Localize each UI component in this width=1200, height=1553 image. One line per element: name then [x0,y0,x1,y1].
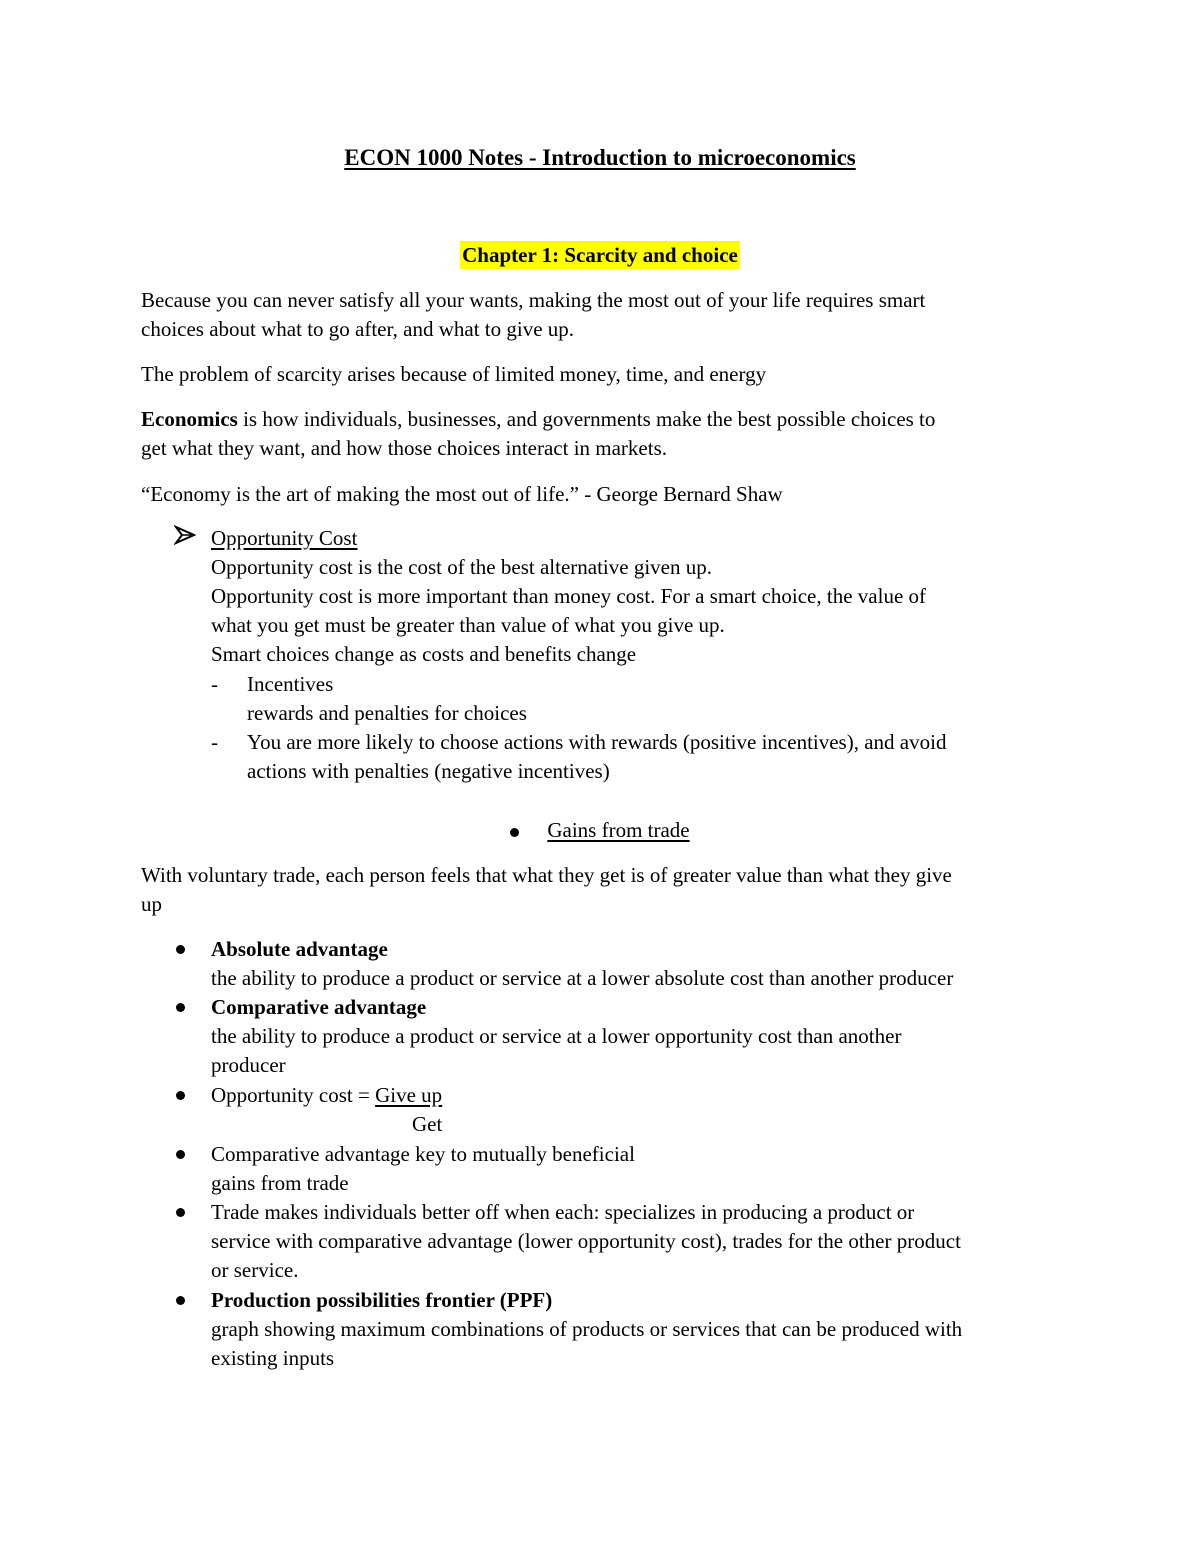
incentives-explanation-line: You are more likely to choose actions with rewards (positive incentives), and avoid [247,730,947,754]
trade-benefit-line: Trade makes individuals better off when each: specializes in producing a product or [211,1200,915,1224]
formula-numerator: Give up [375,1083,443,1107]
opportunity-cost-line: Opportunity cost is more important than money cost. For a smart choice, the value of [211,584,927,608]
arrow-bullet-icon [174,525,196,545]
gains-from-trade-heading: Gains from trade [0,816,1200,845]
incentives-heading: Incentives [247,672,334,696]
opportunity-cost-line: Opportunity cost is the cost of the best alternative given up. [211,555,712,579]
bullet-dot-icon [510,828,519,837]
comparative-advantage-heading: Comparative advantage [211,995,427,1019]
opportunity-cost-line: what you get must be greater than value of what you give up. [211,613,725,637]
chapter-heading-highlight: Chapter 1: Scarcity and choice [462,243,738,267]
opportunity-cost-heading: Opportunity Cost [211,526,358,550]
comparative-key-line: gains from trade [211,1171,349,1195]
bullet-dot-icon [176,1150,185,1159]
economics-definition-line: get what they want, and how those choices interact in markets. [141,436,668,460]
voluntary-trade-line: With voluntary trade, each person feels that what they get is of greater value than what they give [141,863,952,887]
incentives-definition: rewards and penalties for choices [247,701,527,725]
bullet-dot-icon [176,1091,185,1100]
scarcity-paragraph: The problem of scarcity arises because of limited money, time, and energy [141,362,767,386]
ppf-heading: Production possibilities frontier (PPF) [211,1288,553,1312]
absolute-advantage-heading: Absolute advantage [211,937,388,961]
comparative-advantage-definition: the ability to produce a product or service at a lower opportunity cost than another [211,1024,902,1048]
intro-paragraph-line: Because you can never satisfy all your wants, making the most out of your life requires smart [141,288,926,312]
trade-benefit-line: or service. [211,1258,299,1282]
economics-definition-text: is how individuals, businesses, and governments make the best possible choices to [237,407,936,431]
ppf-definition: graph showing maximum combinations of products or services that can be produced with [211,1317,963,1341]
economics-term: Economics [141,407,238,431]
page-title: ECON 1000 Notes - Introduction to microeconomics [344,145,856,170]
bullet-dot-icon [176,1296,185,1305]
comparative-advantage-definition: producer [211,1053,286,1077]
dash-bullet: - [211,730,218,754]
intro-paragraph-line: choices about what to go after, and what to give up. [141,317,575,341]
formula-denominator: Get [412,1112,443,1136]
economics-definition-line [141,405,1061,434]
chapter-heading [0,241,1200,270]
opportunity-cost-formula [211,1081,1071,1110]
shaw-quote: “Economy is the art of making the most out of life.” - George Bernard Shaw [141,482,783,506]
bullet-dot-icon [176,1208,185,1217]
incentives-explanation-line: actions with penalties (negative incentives) [247,759,610,783]
bullet-dot-icon [176,1003,185,1012]
dash-bullet: - [211,672,218,696]
comparative-key-line: Comparative advantage key to mutually beneficial [211,1142,635,1166]
opportunity-cost-line: Smart choices change as costs and benefits change [211,642,637,666]
ppf-definition: existing inputs [211,1346,335,1370]
formula-label: Opportunity cost = [211,1083,376,1107]
trade-benefit-line: service with comparative advantage (lower opportunity cost), trades for the other product [211,1229,961,1253]
bullet-dot-icon [176,945,185,954]
absolute-advantage-definition: the ability to produce a product or service at a lower absolute cost than another producer [211,966,954,990]
voluntary-trade-line: up [141,892,162,916]
